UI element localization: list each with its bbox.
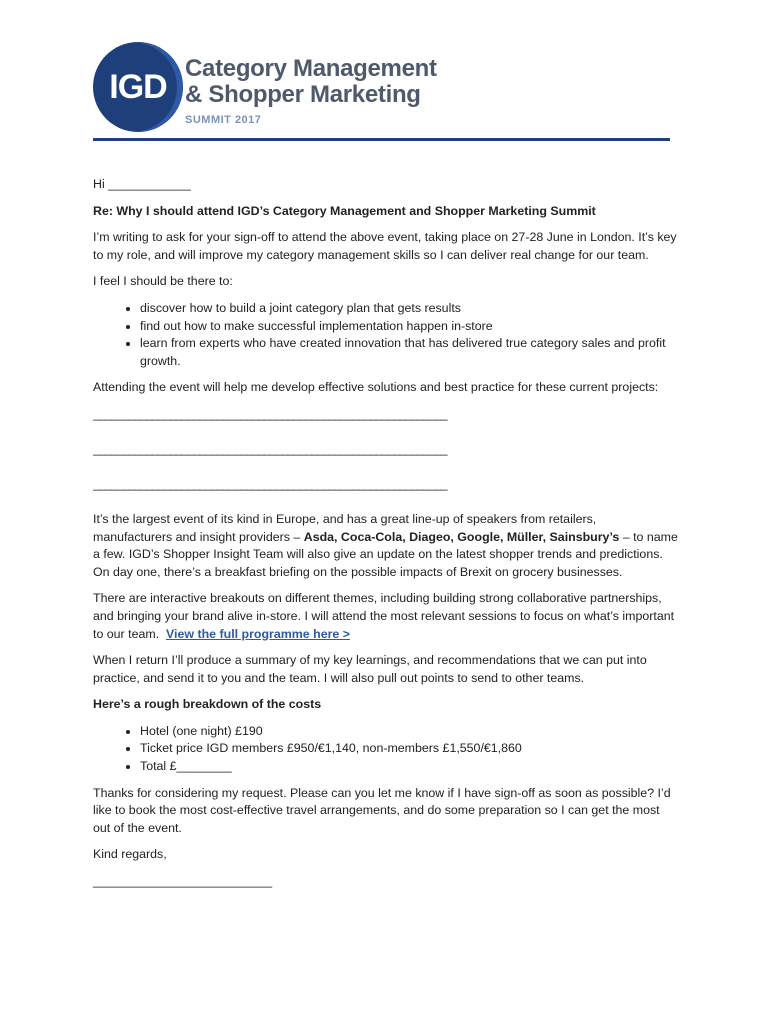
speakers-text-a: It’s the largest event of its kind in Europe, and has a great line-up of speakers from retailers, manufacturers and insight providers – (93, 511, 597, 544)
logo-line-1: Category Management (185, 55, 437, 82)
costs-list (93, 723, 678, 776)
projects-paragraph: Attending the event will help me develop effective solutions and best practice for these current projects: (93, 380, 659, 395)
project-blank-line[interactable]: ____________________________________________________________ (93, 406, 447, 421)
speakers-text-b: – to name a few. IGD’s Shopper Insight Team will also give an update on the latest shopper trends and predictions. On day one, there’s a breakfast briefing on the possible impacts of Brexit on grocery businesses. (93, 529, 678, 579)
letter-body (93, 176, 678, 900)
logo-line-2: & Shopper Marketing (185, 81, 421, 108)
speakers-paragraph (93, 511, 678, 581)
project-blank-line[interactable]: ____________________________________________________________ (93, 476, 447, 491)
closing: Kind regards, (93, 847, 167, 862)
igd-logo-text: IGD (109, 67, 167, 106)
reasons-intro: I feel I should be there to: (93, 274, 233, 289)
intro-paragraph: I’m writing to ask for your sign-off to attend the above event, taking place on 27-28 June in London. It’s key to my role, and will improve my category management skills so I can deliver real change for our team. (93, 230, 677, 262)
breakouts-paragraph (93, 590, 678, 643)
list-item: • Total £________ (140, 758, 678, 776)
list-item: • discover how to build a joint category plan that gets results (140, 300, 678, 318)
summit-logo (93, 40, 673, 140)
project-blank-line[interactable]: ____________________________________________________________ (93, 441, 447, 456)
list-item: • find out how to make successful implementation happen in-store (140, 318, 678, 336)
breakouts-text: There are interactive breakouts on different themes, including building strong collaborative partnerships, and bringing your brand alive in-store. I will attend the most relevant sessions to focus on what’s important to our team. (93, 591, 675, 641)
costs-heading: Here’s a rough breakdown of the costs (93, 697, 322, 712)
signature-line[interactable]: __________________________ (93, 874, 273, 889)
list-item: • Ticket price IGD members £950/€1,140, non-members £1,550/€1,860 (140, 740, 678, 758)
igd-logo-mark (93, 42, 183, 132)
programme-link[interactable]: View the full programme here > (166, 626, 350, 641)
reasons-list (93, 300, 678, 370)
subject-line: Re: Why I should attend IGD’s Category Management and Shopper Marketing Summit (93, 203, 596, 218)
speaker-brands: Asda, Coca-Cola, Diageo, Google, Müller, Sainsbury’s (303, 529, 620, 544)
logo-wordmark (185, 56, 437, 126)
thanks-paragraph: Thanks for considering my request. Please can you let me know if I have sign-off as soon as possible? I’d like to book the most cost-effective travel arrangements, and do some preparation so I can get the most out of the event. (93, 785, 671, 835)
header-divider (93, 138, 670, 141)
return-paragraph: When I return I’ll produce a summary of my key learnings, and recommendations that we can put into practice, and send it to you and the team. I will also pull out points to send to other teams. (93, 653, 647, 685)
logo-subtitle: SUMMIT 2017 (185, 114, 262, 126)
list-item: • learn from experts who have created innovation that has delivered true category sales and profit growth. (140, 335, 678, 370)
list-item: • Hotel (one night) £190 (140, 723, 678, 741)
greeting: Hi ____________ (93, 177, 191, 191)
